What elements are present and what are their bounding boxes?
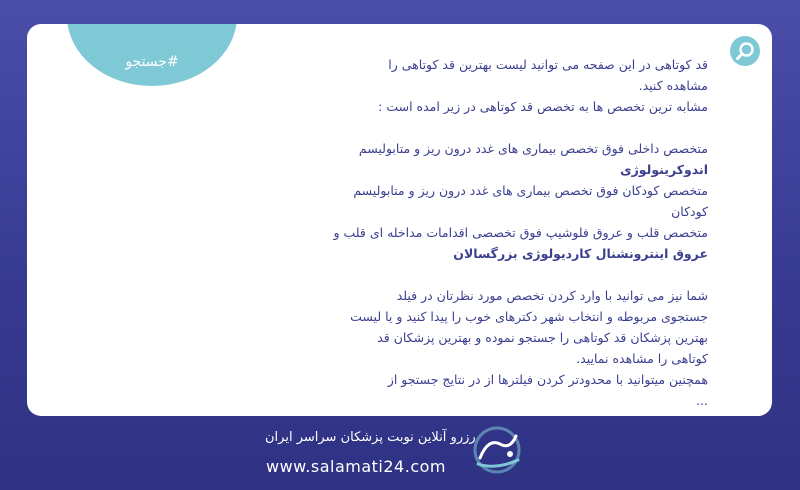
- more-ellipsis: ...: [696, 393, 708, 408]
- content-card: [27, 24, 772, 416]
- specialty-line: متخصص کودکان فوق تخصص بیماری های غدد درون ریز و متابولیسم: [353, 183, 708, 198]
- intro-line: مشابه ترین تخصص ها به تخصص قد کوتاهی در زیر امده است :: [378, 99, 708, 114]
- search-button[interactable]: [730, 36, 760, 66]
- specialty-line: متخصص داخلی فوق تخصص بیماری های غدد درون ریز و متابولیسم: [358, 141, 708, 156]
- search-icon: [730, 36, 760, 66]
- description-line: کوتاهی را مشاهده نمایید.: [576, 351, 708, 366]
- description-line: شما نیز می توانید با وارد کردن تخصص مورد نظرتان در فیلد: [396, 288, 708, 303]
- specialty-link[interactable]: اندوکرینولوژی: [620, 162, 708, 177]
- description-line: جستجوی مربوطه و انتخاب شهر دکترهای خوب را پیدا کنید و یا لیست: [350, 309, 708, 324]
- specialty-line: متخصص قلب و عروق فلوشیپ فوق تخصصی اقدامات مداخله ای قلب و: [333, 225, 708, 240]
- intro-line: قد کوتاهی در این صفحه می توانید لیست بهترین قد کوتاهی را: [388, 57, 708, 72]
- footer-url-link[interactable]: www.salamati24.com: [266, 457, 446, 476]
- specialty-line: کودکان: [671, 204, 708, 219]
- search-tag-label: #جستجو: [125, 54, 179, 70]
- specialty-link[interactable]: عروق اینترونشنال کاردیولوژی بزرگسالان: [453, 246, 708, 261]
- footer-tagline: رزرو آنلاین نوبت پزشکان سراسر ایران: [265, 430, 476, 445]
- description-line: همچنین میتوانید با محدودتر کردن فیلترها از در نتایج جستجو از: [387, 372, 708, 387]
- search-tag[interactable]: [67, 24, 237, 86]
- description-line: بهترین پزشکان قد کوتاهی را جستجو نموده و بهترین پزشکان قد: [377, 330, 708, 345]
- page-content: [328, 54, 708, 411]
- intro-line: مشاهده کنید.: [638, 78, 708, 93]
